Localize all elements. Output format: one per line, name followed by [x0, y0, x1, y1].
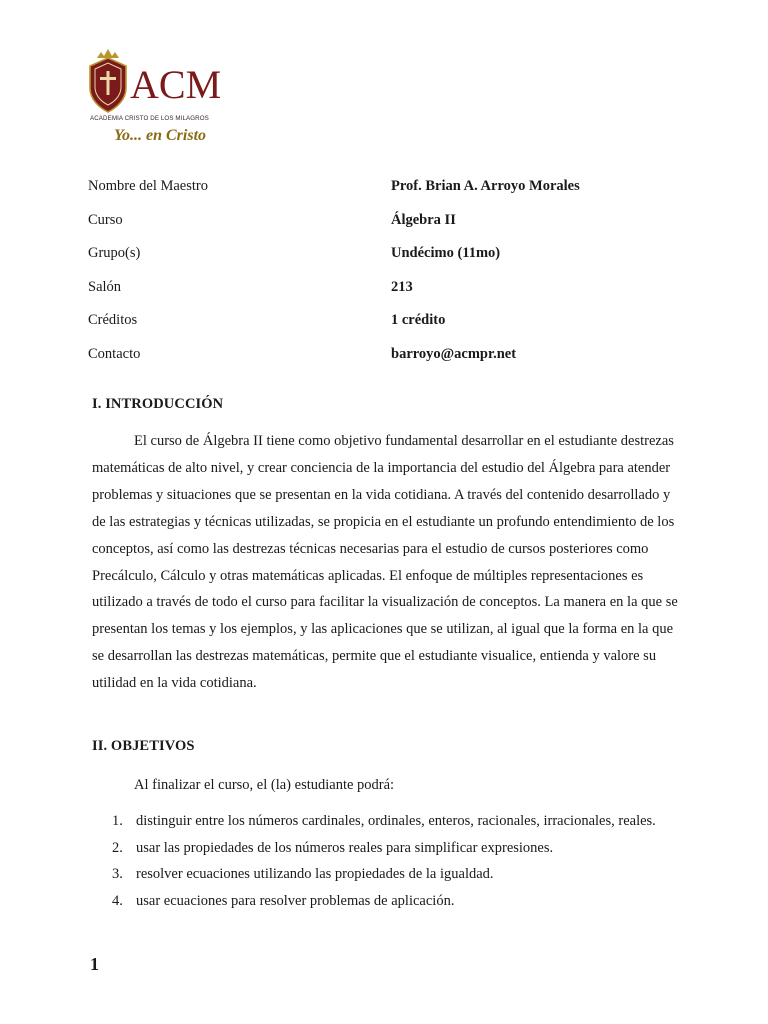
- objective-number: 1.: [112, 813, 123, 829]
- introduction-heading: I. INTRODUCCIÓN: [92, 396, 224, 412]
- objectives-heading: II. OBJETIVOS: [92, 738, 195, 754]
- info-row-credits: [88, 306, 688, 340]
- info-row-teacher: [88, 172, 688, 206]
- crest-icon: [90, 49, 126, 112]
- objective-number: 4.: [112, 893, 123, 910]
- list-item: [92, 861, 692, 888]
- credits-label: Créditos: [88, 312, 138, 328]
- course-value: Álgebra II: [391, 211, 456, 228]
- list-item: [92, 888, 692, 915]
- logo-full-name: ACADEMIA CRISTO DE LOS MILAGROS: [90, 115, 209, 122]
- contact-value: barroyo@acmpr.net: [391, 345, 517, 362]
- teacher-label: Nombre del Maestro: [88, 178, 208, 194]
- room-label: Salón: [88, 278, 122, 295]
- course-label: Curso: [88, 211, 123, 228]
- info-row-group: [88, 239, 688, 273]
- objectives-intro: Al finalizar el curso, el (la) estudiante podrá:: [134, 777, 395, 793]
- credits-value: 1 crédito: [391, 312, 446, 328]
- contact-label: Contacto: [88, 345, 141, 362]
- objectives-list: [92, 808, 692, 915]
- objective-text: usar las propiedades de los números reales para simplificar expresiones.: [136, 839, 554, 856]
- group-label: Grupo(s): [88, 245, 141, 261]
- logo-acronym: ACM: [130, 62, 222, 107]
- objective-text: usar ecuaciones para resolver problemas de aplicación.: [136, 893, 455, 910]
- objective-text: resolver ecuaciones utilizando las propiedades de la igualdad.: [136, 866, 494, 883]
- logo-tagline: Yo... en Cristo: [114, 127, 207, 144]
- school-logo: [86, 44, 222, 162]
- list-item: [92, 808, 692, 835]
- page-number: 1: [90, 954, 99, 974]
- objective-text: distinguir entre los números cardinales, ordinales, enteros, racionales, irracionales, reales.: [136, 813, 656, 829]
- info-row-room: [88, 273, 688, 307]
- objective-number: 2.: [112, 839, 123, 856]
- objective-number: 3.: [112, 866, 123, 883]
- introduction-paragraph: El curso de Álgebra II tiene como objetivo fundamental desarrollar en el estudiante destrezas matemáticas de alto nivel, y crear conciencia de la importancia del estudio del Álgebra para atender problemas y situaciones que se presentan en la vida cotidiana. A través del contenido desarrollado y de las estrategias y técnicas utilizadas, se propicia en el estudiante un profundo entendimiento de los conceptos, así como las destrezas técnicas necesarias para el estudio de cursos posteriores como Precálculo, Cálculo y otras matemáticas aplicadas. El enfoque de múltiples representaciones es utilizado a través de todo el curso para facilitar la visualización de conceptos. La manera en la que se presentan los temas y los ejemplos, y las aplicaciones que se utilizan, al igual que la forma en la que se desarrollan las destrezas matemáticas, permite que el estudiante visualice, entienda y valore su utilidad en la vida cotidiana.: [92, 433, 678, 692]
- info-row-contact: [88, 340, 688, 374]
- room-value: 213: [391, 278, 413, 295]
- list-item: [92, 835, 692, 862]
- teacher-value: Prof. Brian A. Arroyo Morales: [391, 178, 580, 194]
- info-row-course: [88, 206, 688, 240]
- group-value: Undécimo (11mo): [391, 245, 501, 261]
- course-info-table: [88, 172, 688, 373]
